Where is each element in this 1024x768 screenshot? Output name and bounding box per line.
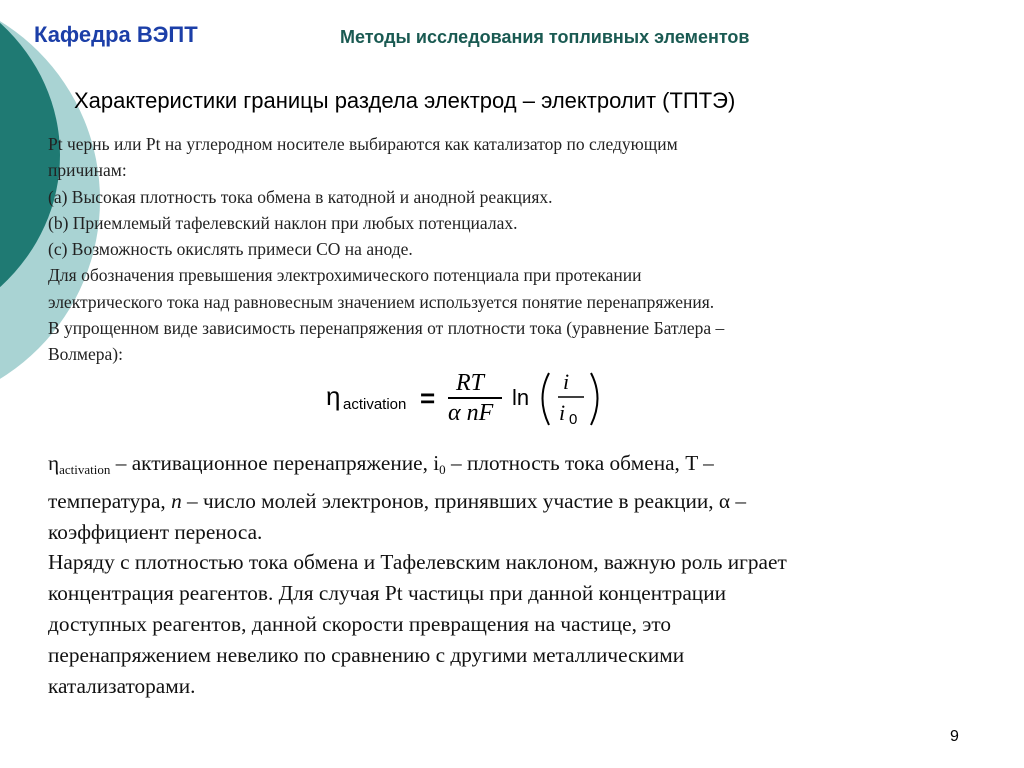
list-item-c: (c) Возможность окислять примеси CO на аноде. [48,239,413,260]
text-line: Pt чернь или Pt на углеродном носителе выбираются как катализатор по следующим [48,134,678,154]
text-line: Волмера): [48,344,123,365]
formula-ln: ln [512,385,530,410]
explanation-text [48,448,978,701]
text-line: доступных реагентов, данной скорости превращения на частице, это [48,611,672,636]
formula-eta: η [326,381,341,411]
page-number: 9 [950,728,959,745]
formula-frac-top: i [563,369,570,394]
n-variable: n [171,488,182,513]
formula-equals: = [420,383,436,413]
formula-left-paren [543,373,550,425]
definition-line-3: коэффициент переноса. [48,519,263,544]
list-item-a: (a) Высокая плотность тока обмена в катодной и анодной реакциях. [48,186,553,207]
formula-eta-subscript: activation [343,396,407,413]
eta-subscript: activation [59,462,111,477]
eta-symbol: η [48,451,60,475]
definition-line-1 [48,448,978,486]
definition-part-1: – активационное перенапряжение, i [110,451,440,475]
text-line: концентрация реагентов. Для случая Pt частицы при данной концентрации [48,581,726,606]
butler-volmer-formula [326,367,606,433]
definition-part-2: – плотность тока обмена, T – [445,451,714,475]
department-name: Кафедра ВЭПТ [34,22,198,47]
text-line: причинам: [48,160,127,181]
text-line: катализаторами. [48,673,196,698]
definition-line-2-a: температура, [48,488,172,513]
formula-frac-bottom-subscript: 0 [569,411,578,428]
course-topic: Методы исследования топливных элементов [340,27,750,47]
text-line: Для обозначения превышения электрохимического потенциала при протекании [48,265,642,286]
text-line: перенапряжением невелико по сравнению с другими металлическими [48,642,685,667]
definition-line-2 [48,486,978,517]
text-line: электрического тока над равновесным значением используется понятие перенапряжения. [48,291,715,312]
formula-numerator: RT [456,370,485,396]
list-item-b: (b) Приемлемый тафелевский наклон при любых потенциалах. [48,212,518,233]
formula-right-paren [591,373,598,425]
i0-subscript: 0 [439,462,446,477]
formula-denominator: α nF [448,400,494,426]
intro-text [48,131,948,368]
text-line: В упрощенном виде зависимость перенапряжения от плотности тока (уравнение Батлера – [48,318,725,339]
formula-frac-bottom: i [559,400,566,425]
slide-title: Характеристики границы раздела электрод – электролит (ТПТЭ) [74,88,736,113]
text-line: Наряду с плотностью тока обмена и Тафелевским наклоном, важную роль играет [48,550,787,575]
definition-line-2-b: – число молей электронов, принявших участие в реакции, α – [181,488,747,513]
